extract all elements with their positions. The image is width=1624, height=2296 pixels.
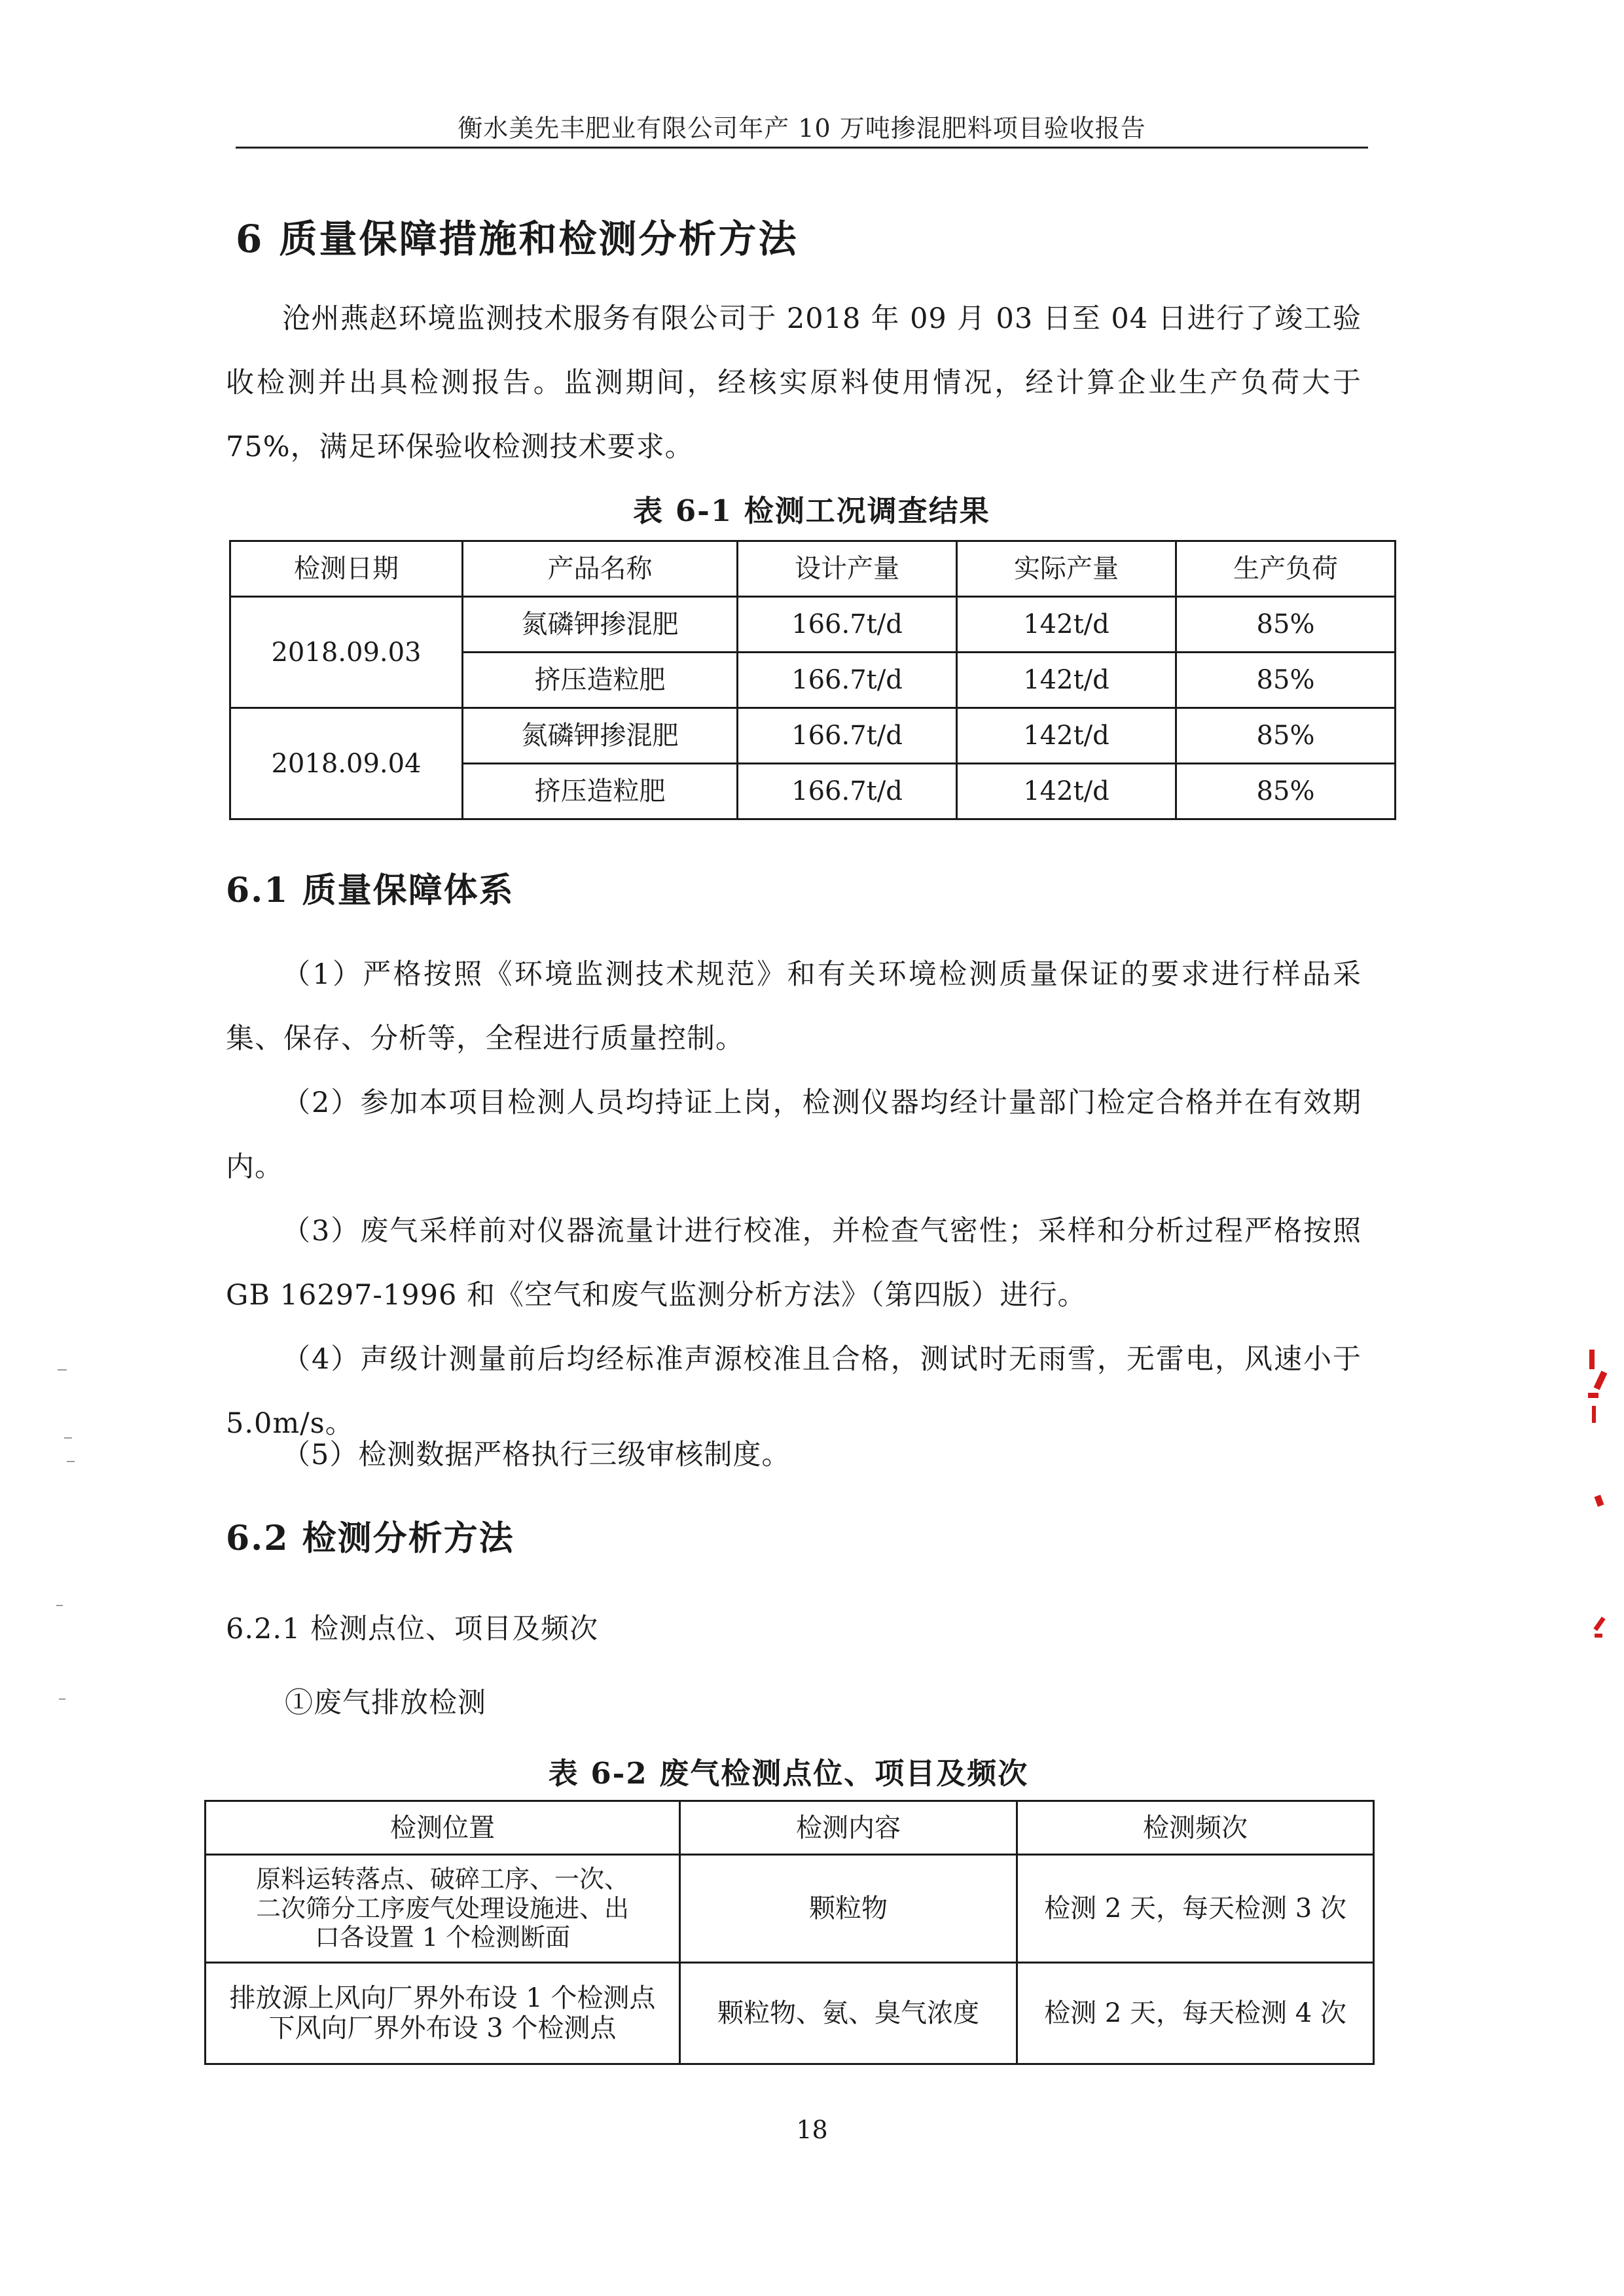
product-cell: 挤压造粒肥	[463, 764, 738, 819]
header-cell: 检测频次	[1017, 1801, 1374, 1855]
date-cell: 2018.09.04	[230, 708, 463, 819]
content-cell: 颗粒物、氨、臭气浓度	[680, 1963, 1017, 2064]
actual-cell: 142t/d	[957, 764, 1176, 819]
product-cell: 挤压造粒肥	[463, 653, 738, 708]
header-cell: 生产负荷	[1176, 541, 1396, 597]
page-number: 18	[796, 2115, 828, 2144]
load-cell: 85%	[1176, 764, 1396, 819]
table-header-row	[206, 1801, 1374, 1855]
subsection-6-2-1-title: 6.2.1 检测点位、项目及频次	[226, 1613, 599, 1645]
position-line: 下风向厂界外布设 3 个检测点	[268, 2013, 617, 2043]
load-cell: 85%	[1176, 597, 1396, 653]
scan-speck	[67, 1461, 75, 1462]
position-line: 口各设置 1 个检测断面	[314, 1923, 571, 1952]
table-row	[230, 597, 1396, 653]
header-rule	[236, 147, 1368, 149]
section-6-2-title: 6.2 检测分析方法	[226, 1518, 514, 1558]
position-line: 排放源上风向厂界外布设 1 个检测点	[229, 1983, 656, 2013]
table-6-2	[204, 1800, 1375, 2065]
section-6-intro: 沧州燕赵环境监测技术服务有限公司于 2018 年 09 月 03 日至 04 日进行了竣工验收检测并出具检测报告。监测期间，经核实原料使用情况，经计算企业生产负荷大于 75%，满足环保验收检测技术要求。	[226, 302, 1362, 463]
load-cell: 85%	[1176, 708, 1396, 764]
design-cell: 166.7t/d	[738, 653, 957, 708]
seal-fragment	[1589, 1350, 1595, 1369]
qa-item-3: （3）废气采样前对仪器流量计进行校准，并检查气密性；采样和分析过程严格按照 GB 16297-1996 和《空气和废气监测分析方法》（第四版）进行。	[226, 1215, 1362, 1312]
design-cell: 166.7t/d	[738, 764, 957, 819]
seal-fragment	[1593, 1617, 1605, 1631]
content-cell: 颗粒物	[680, 1855, 1017, 1963]
scan-speck	[64, 1437, 72, 1439]
header-cell: 检测位置	[206, 1801, 680, 1855]
section-6-1-title: 6.1 质量保障体系	[226, 870, 514, 910]
table-6-2-caption: 表 6-2 废气检测点位、项目及频次	[548, 1756, 1029, 1791]
position-line: 二次筛分工序废气处理设施进、出	[255, 1893, 629, 1923]
running-header: 衡水美先丰肥业有限公司年产 10 万吨掺混肥料项目验收报告	[458, 114, 1146, 143]
seal-fragment	[1595, 1495, 1604, 1507]
seal-fragment	[1588, 1393, 1598, 1398]
scan-speck	[56, 1605, 63, 1606]
seal-fragment	[1594, 1371, 1608, 1390]
frequency-cell: 检测 2 天，每天检测 4 次	[1017, 1963, 1374, 2064]
table-6-1	[229, 540, 1396, 820]
date-cell: 2018.09.03	[230, 597, 463, 708]
load-cell: 85%	[1176, 653, 1396, 708]
product-cell: 氮磷钾掺混肥	[463, 708, 738, 764]
actual-cell: 142t/d	[957, 653, 1176, 708]
header-cell: 检测日期	[230, 541, 463, 597]
header-cell: 实际产量	[957, 541, 1176, 597]
design-cell: 166.7t/d	[738, 597, 957, 653]
header-cell: 产品名称	[463, 541, 738, 597]
qa-item-2: （2）参加本项目检测人员均持证上岗，检测仪器均经计量部门检定合格并在有效期内。	[226, 1086, 1362, 1183]
position-cell	[206, 1963, 680, 2064]
table-row	[206, 1855, 1374, 1963]
table-row	[230, 708, 1396, 764]
table-row	[206, 1963, 1374, 2064]
seal-fragment	[1595, 1634, 1602, 1638]
header-cell: 检测内容	[680, 1801, 1017, 1855]
table-header-row	[230, 541, 1396, 597]
scan-speck	[58, 1369, 67, 1371]
scan-speck	[59, 1698, 65, 1700]
actual-cell: 142t/d	[957, 597, 1176, 653]
frequency-cell: 检测 2 天，每天检测 3 次	[1017, 1855, 1374, 1963]
position-cell	[206, 1855, 680, 1963]
section-6-title: 6 质量保障措施和检测分析方法	[236, 217, 799, 261]
seal-fragment	[1592, 1406, 1596, 1423]
header-cell: 设计产量	[738, 541, 957, 597]
table-6-1-caption: 表 6-1 检测工况调查结果	[633, 493, 990, 528]
qa-item-1: （1）严格按照《环境监测技术规范》和有关环境检测质量保证的要求进行样品采集、保存、分析等，全程进行质量控制。	[226, 958, 1362, 1055]
position-line: 原料运转落点、破碎工序、一次、	[255, 1864, 629, 1893]
qa-item-4: （4）声级计测量前后均经标准声源校准且合格，测试时无雨雪，无雷电，风速小于 5.0m/s。	[226, 1343, 1362, 1440]
product-cell: 氮磷钾掺混肥	[463, 597, 738, 653]
design-cell: 166.7t/d	[738, 708, 957, 764]
qa-item-5: （5）检测数据严格执行三级审核制度。	[282, 1439, 791, 1471]
exhaust-item: ①废气排放检测	[285, 1687, 486, 1719]
actual-cell: 142t/d	[957, 708, 1176, 764]
